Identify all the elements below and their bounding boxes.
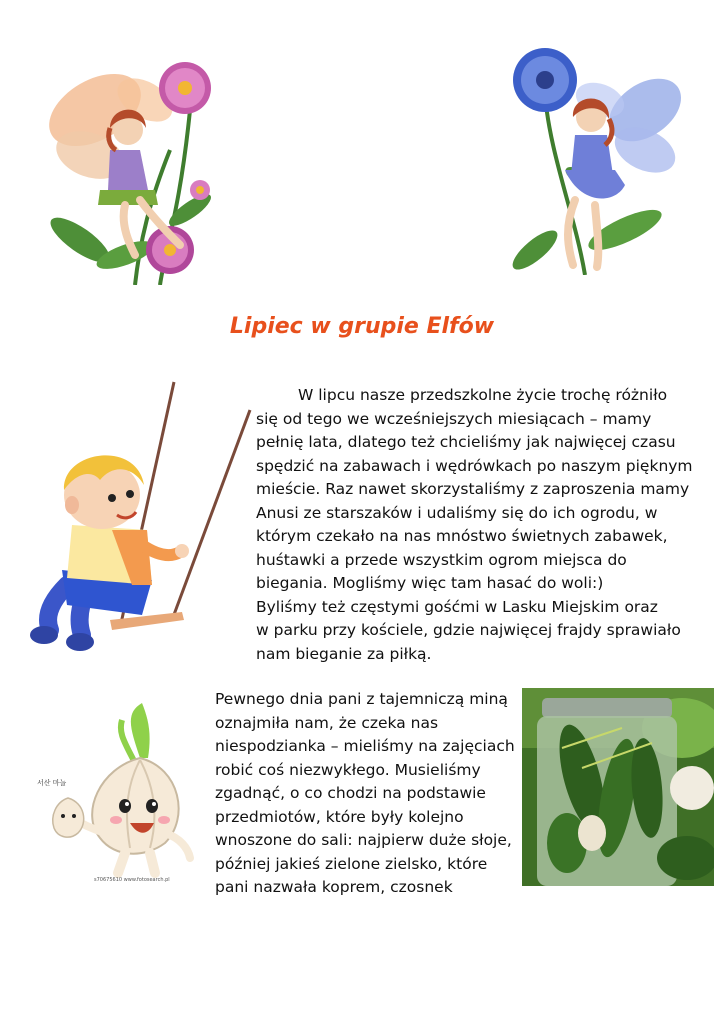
text-line: zgadnąć, o co chodzi na podstawie — [215, 784, 486, 802]
fairy-pink-flower-image — [40, 40, 220, 285]
text-line: mieście. Raz nawet skorzystaliśmy z zaproszenia mamy — [256, 480, 690, 498]
text-line: się od tego we wcześniejszych miesiącach – mamy — [256, 409, 652, 428]
pickle-jar-image — [522, 688, 714, 886]
garlic-label: 서산 마늘 — [37, 779, 67, 787]
text-line: W lipcu nasze przedszkolne życie trochę różniło — [298, 386, 668, 404]
garlic-caption: s70675610 www.fotosearch.pl — [94, 877, 170, 883]
text-line: robić coś niezwykłego. Musieliśmy — [215, 760, 481, 779]
text-line: huśtawki a przede wszystkim ogrom miejsca do — [256, 550, 627, 569]
paragraph-july-activities — [256, 384, 696, 666]
text-line: Byliśmy też częstymi gośćmi w Lasku Miejskim oraz — [256, 597, 658, 616]
text-line: Pewnego dnia pani z tajemniczą miną — [215, 690, 508, 708]
garlic-cartoon-image — [30, 698, 205, 893]
text-line: wnoszone do sali: najpierw duże słoje, — [215, 831, 512, 849]
text-line: Anusi ze starszaków i udaliśmy się do ich ogrodu, w — [256, 503, 658, 522]
text-line: spędzić na zabawach i wędrówkach po naszym pięknym — [256, 456, 693, 475]
text-line: oznajmiła nam, że czeka nas — [215, 713, 439, 732]
child-on-swing-image — [22, 380, 252, 655]
text-line: niespodzianka – mieliśmy na zajęciach — [215, 737, 515, 755]
text-line: pani nazwała koprem, czosnek — [215, 878, 453, 896]
text-line: biegania. Mogliśmy więc tam hasać do woli:) — [256, 574, 604, 592]
text-line: nam bieganie za piłką. — [256, 644, 432, 663]
text-line: którym czekało na nas mnóstwo świetnych zabawek, — [256, 527, 668, 545]
text-line: w parku przy kościele, gdzie najwięcej frajdy sprawiało — [256, 621, 681, 639]
page-title: Lipiec w grupie Elfów — [229, 314, 495, 339]
text-line: pełnię lata, dlatego też chcieliśmy jak najwięcej czasu — [256, 433, 676, 451]
text-line: przedmiotów, które były kolejno — [215, 807, 464, 826]
paragraph-surprise — [215, 688, 520, 900]
text-line: później jakieś zielone zielsko, które — [215, 854, 488, 873]
fairy-blue-flower-image — [505, 35, 685, 275]
